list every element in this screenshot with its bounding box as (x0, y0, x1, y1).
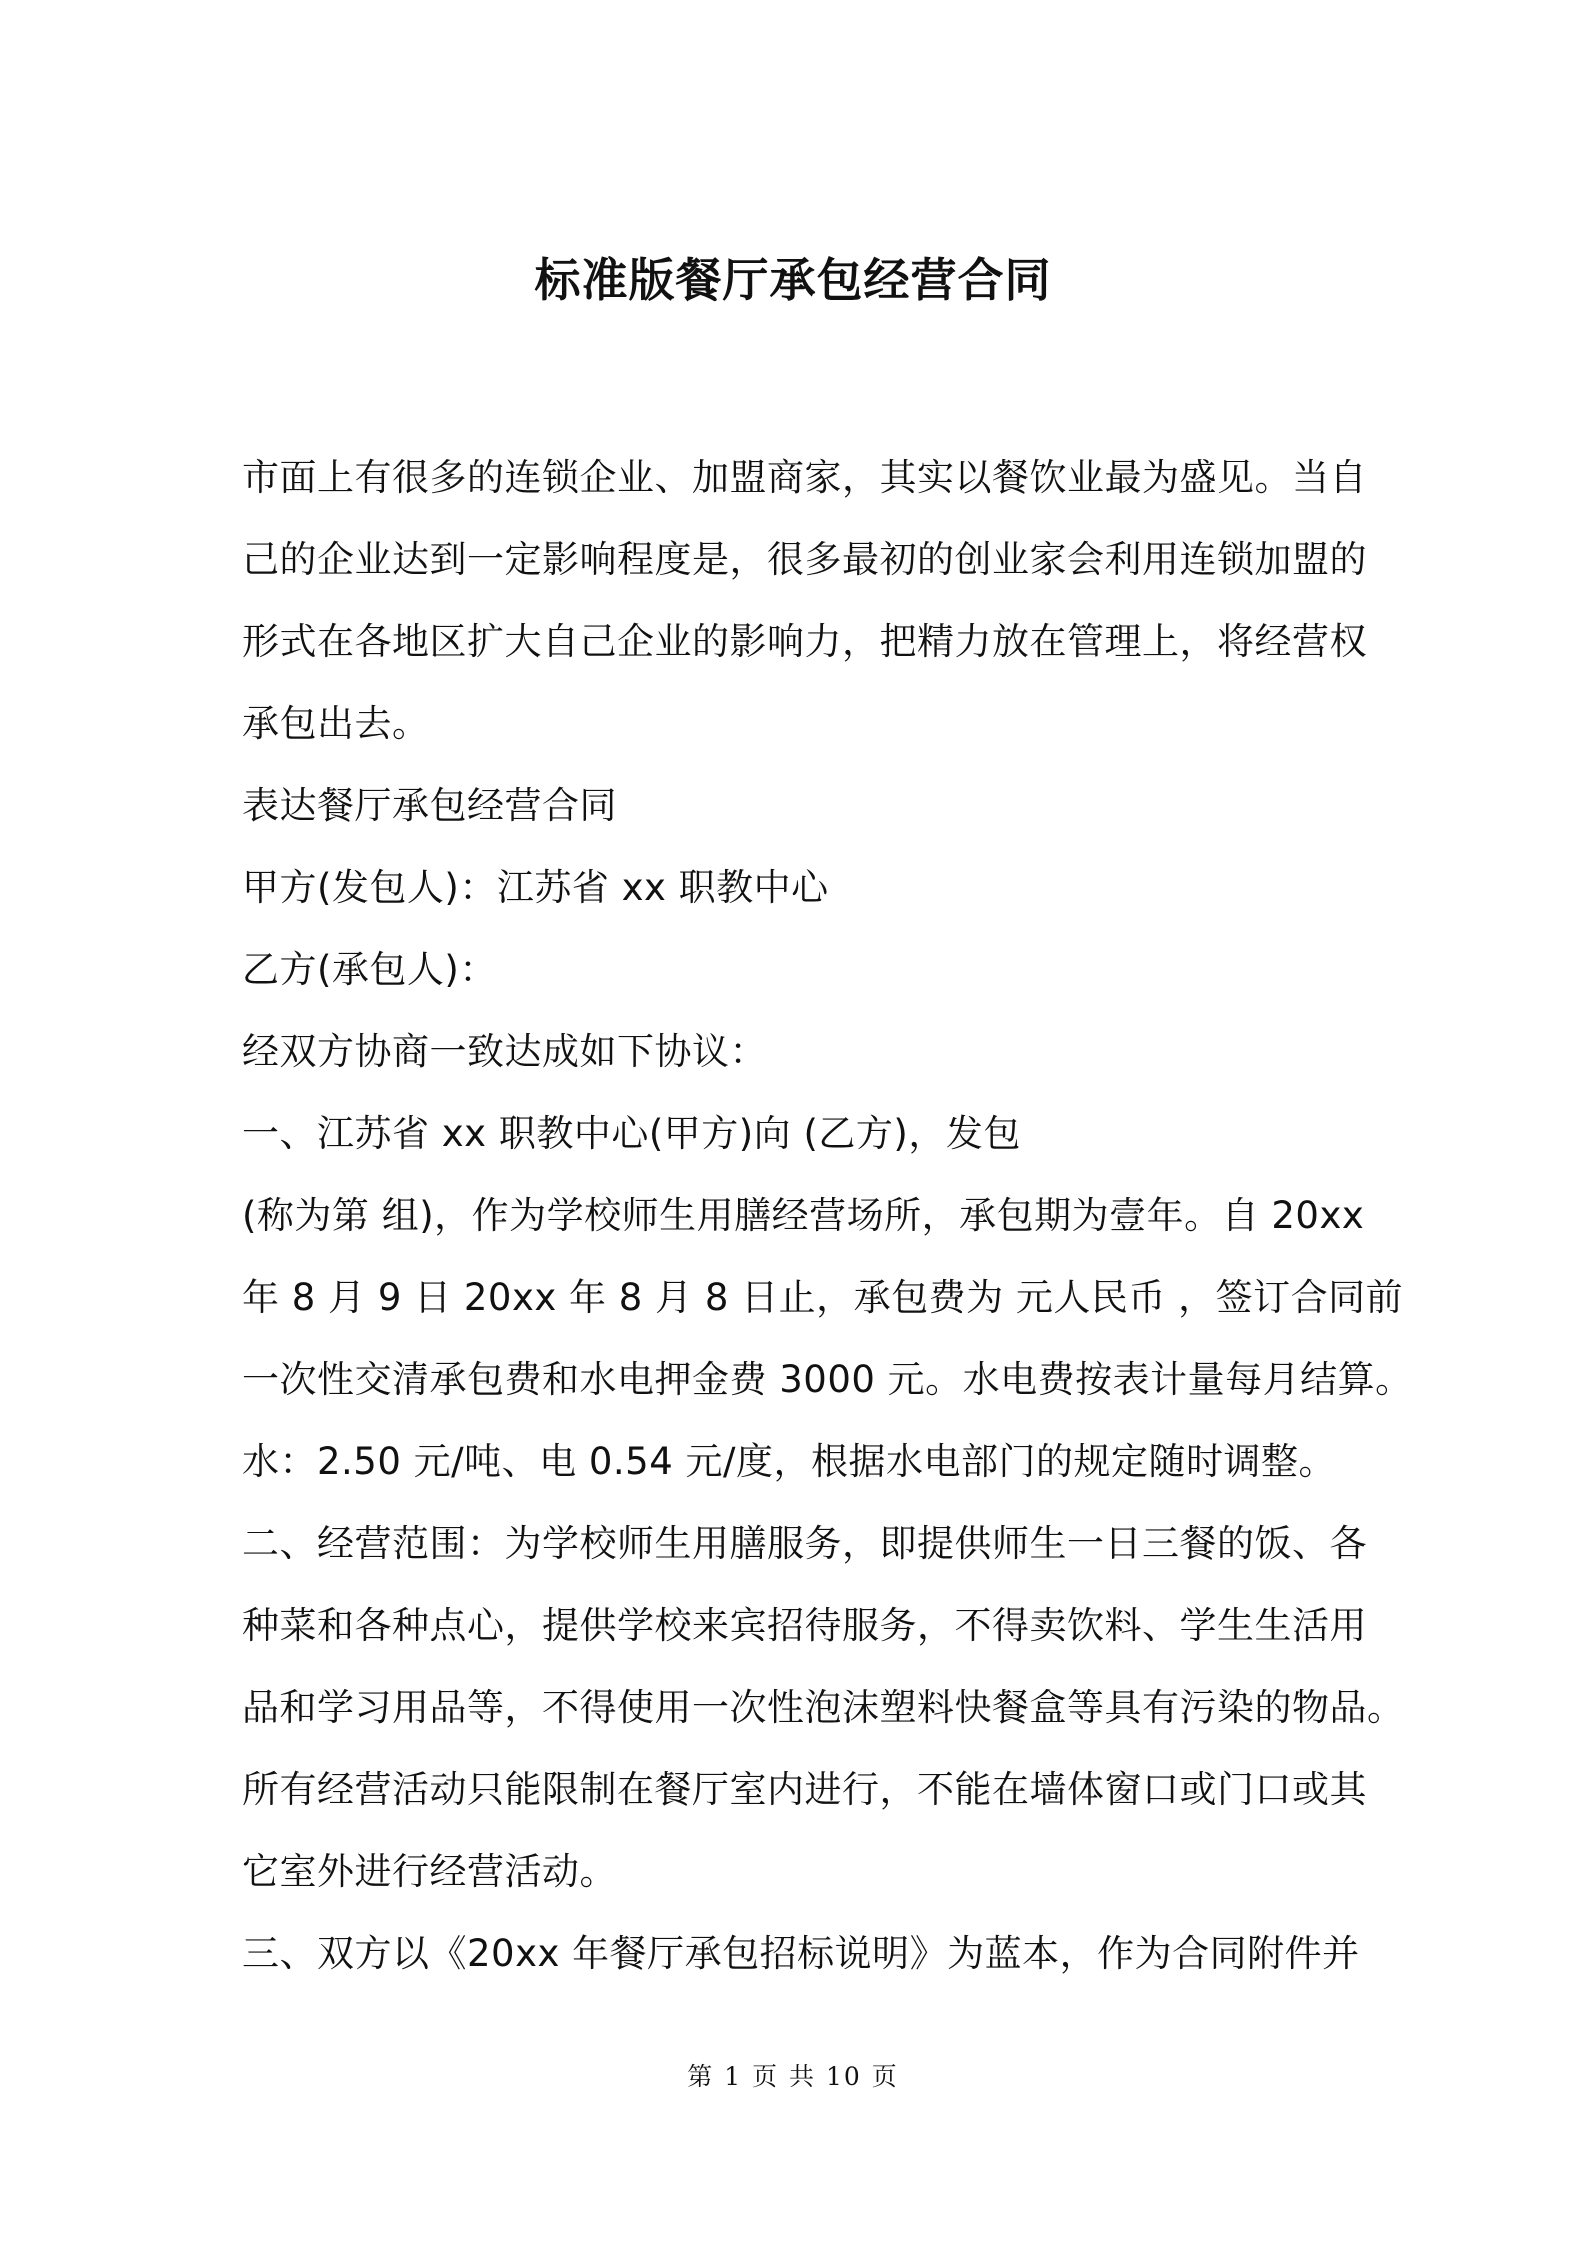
page-footer: 第 1 页 共 10 页 (687, 2062, 899, 2091)
body-line: 表达餐厅承包经营合同 (242, 784, 617, 827)
body-line: 所有经营活动只能限制在餐厅室内进行，不能在墙体窗口或门口或其 (242, 1768, 1367, 1811)
body-line: 种菜和各种点心，提供学校来宾招待服务，不得卖饮料、学生生活用 (242, 1604, 1367, 1647)
body-line: 甲方(发包人)：江苏省 xx 职教中心 (242, 866, 829, 909)
body-line: 二、经营范围：为学校师生用膳服务，即提供师生一日三餐的饭、各 (242, 1522, 1367, 1565)
document-body (242, 437, 1413, 1995)
body-line: 年 8 月 9 日 20xx 年 8 月 8 日止，承包费为 元人民币 ，签订合同前 (242, 1276, 1404, 1319)
document-title: 标准版餐厅承包经营合同 (534, 253, 1052, 307)
body-line: 形式在各地区扩大自己企业的影响力，把精力放在管理上，将经营权 (242, 620, 1367, 663)
body-line: 一次性交清承包费和水电押金费 3000 元。水电费按表计量每月结算。 (242, 1358, 1413, 1401)
body-line: 己的企业达到一定影响程度是，很多最初的创业家会利用连锁加盟的 (242, 538, 1367, 581)
body-line: 乙方(承包人)： (242, 948, 497, 991)
body-line: 它室外进行经营活动。 (242, 1850, 617, 1893)
body-line: 一、江苏省 xx 职教中心(甲方)向 (乙方)，发包 (242, 1112, 1021, 1155)
body-line: 市面上有很多的连锁企业、加盟商家，其实以餐饮业最为盛见。当自 (242, 456, 1367, 499)
body-line: 承包出去。 (242, 702, 430, 745)
body-line: (称为第 组)，作为学校师生用膳经营场所，承包期为壹年。自 20xx (242, 1194, 1365, 1237)
body-line: 水：2.50 元/吨、电 0.54 元/度，根据水电部门的规定随时调整。 (242, 1440, 1336, 1483)
body-line: 经双方协商一致达成如下协议： (242, 1030, 767, 1073)
body-line: 三、双方以《20xx 年餐厅承包招标说明》为蓝本，作为合同附件并 (242, 1932, 1360, 1975)
body-line: 品和学习用品等，不得使用一次性泡沫塑料快餐盒等具有污染的物品。 (242, 1686, 1405, 1729)
